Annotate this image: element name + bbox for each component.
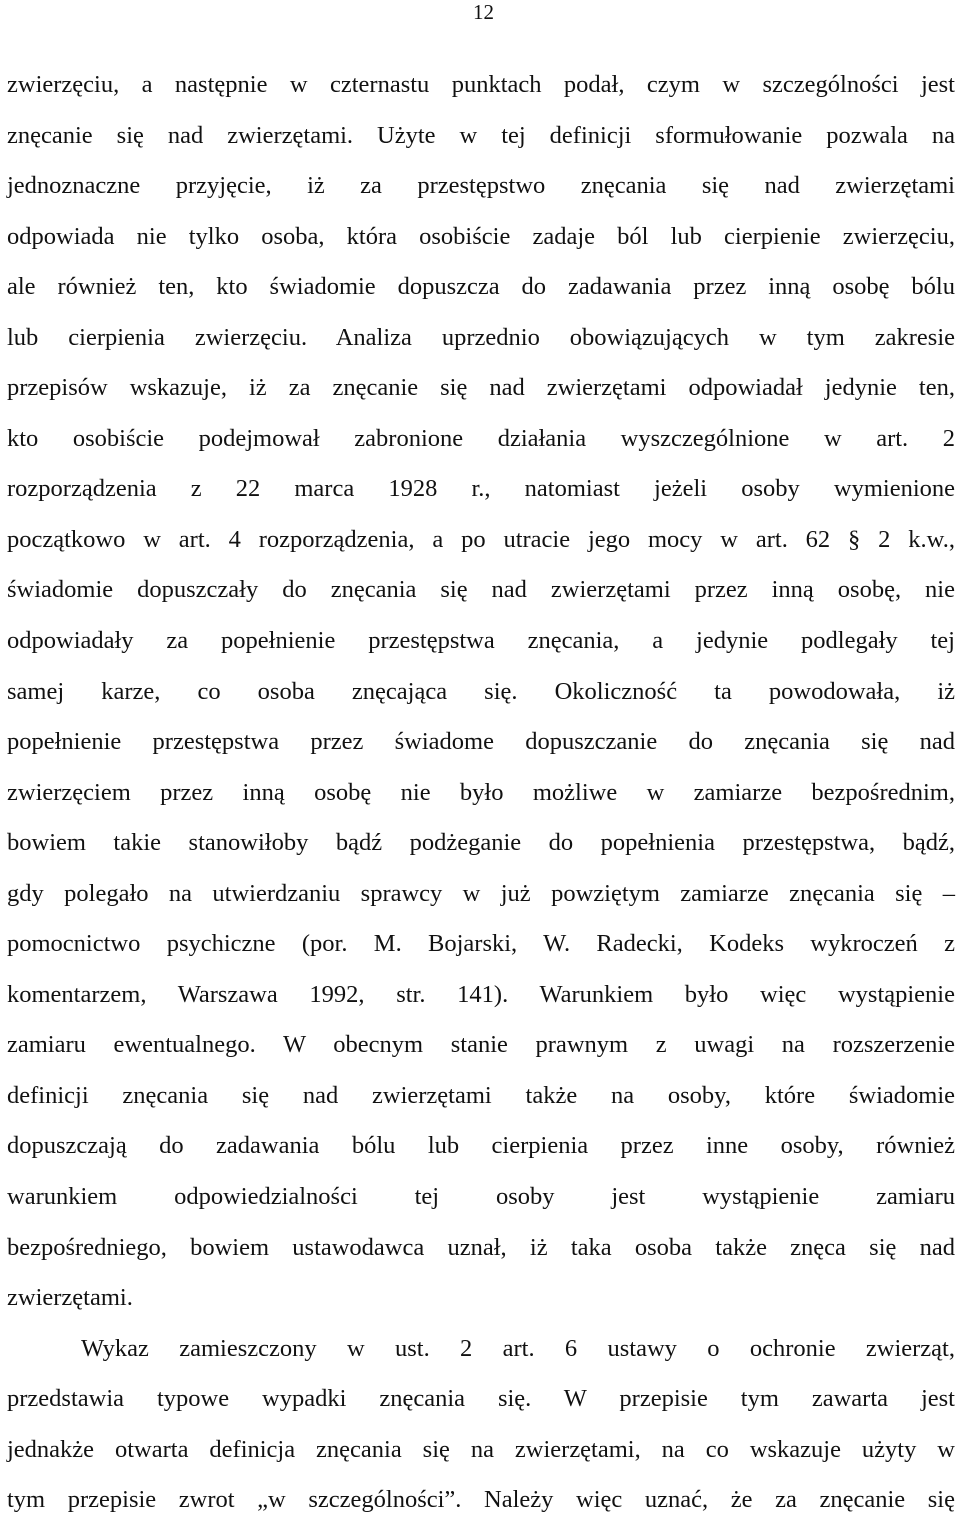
- text-line: ale również ten, kto świadomie dopuszcza do zadawania przez inną osobę bólu: [7, 273, 955, 301]
- text-line: bezpośredniego, bowiem ustawodawca uznał, iż taka osoba także znęca się nad: [7, 1233, 955, 1261]
- text-line: początkowo w art. 4 rozporządzenia, a po utracie jego mocy w art. 62 § 2 k.w.,: [7, 525, 955, 553]
- text-line: znęcanie się nad zwierzętami. Użyte w tej definicji sformułowanie pozwala na: [7, 121, 955, 149]
- text-line: jednakże otwarta definicja znęcania się na zwierzętami, na co wskazuje użyty w: [7, 1435, 955, 1463]
- text-line: kto osobiście podejmował zabronione działania wyszczególnione w art. 2: [7, 424, 955, 452]
- text-line: tym przepisie zwrot „w szczególności”. Należy więc uznać, że za znęcanie się: [7, 1486, 955, 1514]
- text-line: popełnienie przestępstwa przez świadome dopuszczanie do znęcania się nad: [7, 728, 955, 756]
- text-line: zamiaru ewentualnego. W obecnym stanie prawnym z uwagi na rozszerzenie: [7, 1031, 955, 1059]
- text-line: przedstawia typowe wypadki znęcania się. W przepisie tym zawarta jest: [7, 1385, 955, 1413]
- text-line: komentarzem, Warszawa 1992, str. 141). Warunkiem było więc wystąpienie: [7, 980, 955, 1008]
- text-line: warunkiem odpowiedzialności tej osoby jest wystąpienie zamiaru: [7, 1183, 955, 1211]
- text-line: odpowiadały za popełnienie przestępstwa znęcania, a jedynie podlegały tej: [7, 627, 955, 655]
- text-line: przepisów wskazuje, iż za znęcanie się nad zwierzętami odpowiadał jedynie ten,: [7, 374, 955, 402]
- text-line: gdy polegało na utwierdzaniu sprawcy w już powziętym zamiarze znęcania się –: [7, 879, 955, 907]
- text-line: zwierzętami.: [7, 1284, 133, 1312]
- text-line: świadomie dopuszczały do znęcania się nad zwierzętami przez inną osobę, nie: [7, 576, 955, 604]
- text-line: zwierzęciu, a następnie w czternastu punktach podał, czym w szczególności jest: [7, 71, 955, 98]
- text-line: zwierzęciem przez inną osobę nie było możliwe w zamiarze bezpośrednim,: [7, 778, 955, 806]
- text-line: Wykaz zamieszczony w ust. 2 art. 6 ustawy o ochronie zwierząt,: [81, 1334, 955, 1362]
- text-line: definicji znęcania się nad zwierzętami także na osoby, które świadomie: [7, 1081, 955, 1109]
- text-line: lub cierpienia zwierzęciu. Analiza uprzednio obowiązujących w tym zakresie: [7, 323, 955, 351]
- text-line: dopuszczają do zadawania bólu lub cierpienia przez inne osoby, również: [7, 1132, 955, 1160]
- text-line: pomocnictwo psychiczne (por. M. Bojarski, W. Radecki, Kodeks wykroczeń z: [7, 930, 955, 958]
- text-line: jednoznaczne przyjęcie, iż za przestępstwo znęcania się nad zwierzętami: [7, 172, 955, 200]
- page-number: 12: [473, 0, 494, 24]
- text-line: samej karze, co osoba znęcająca się. Okoliczność ta powodowała, iż: [7, 677, 955, 705]
- body-text: [7, 60, 955, 1526]
- text-line: odpowiada nie tylko osoba, która osobiście zadaje ból lub cierpienie zwierzęciu,: [7, 222, 955, 250]
- text-line: bowiem takie stanowiłoby bądź podżeganie do popełnienia przestępstwa, bądź,: [7, 829, 955, 857]
- text-line: rozporządzenia z 22 marca 1928 r., natomiast jeżeli osoby wymienione: [7, 475, 955, 503]
